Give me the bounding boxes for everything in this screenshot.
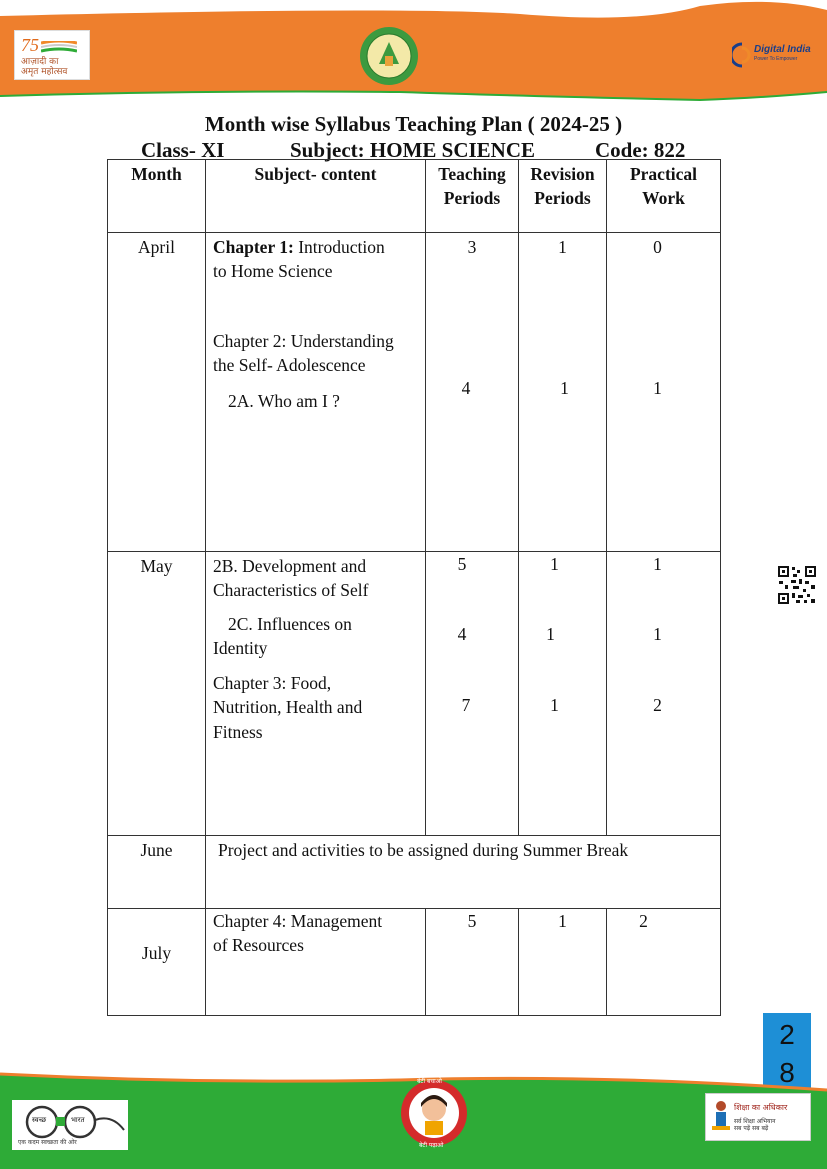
may-2c: 2C. Influences on [228,614,352,634]
april-chapter1: Chapter 1: Introduction [213,237,385,257]
april-practical-2: 1 [653,378,662,398]
april-chapter2-line2: the Self- Adolescence [213,355,366,375]
shiksha-ka-adhikar-logo [705,1093,811,1141]
may-revision-2: 1 [546,624,555,644]
logo-text: आज़ादी का अमृत महोत्सव [21,57,68,77]
may-2b-line2: Characteristics of Self [213,580,369,600]
april-teaching-2: 4 [461,378,471,398]
table-row [108,909,721,1016]
april-revision-1: 1 [558,237,567,257]
july-chapter4: Chapter 4: Management [213,911,383,931]
may-chapter3-line3: Fitness [213,722,263,742]
may-2c-line2: Identity [213,638,268,658]
logo-number: 75 [21,35,39,55]
month-july: July [141,943,172,963]
july-chapter4-line2: of Resources [213,935,304,955]
swachh-word-2: भारत [71,1116,85,1124]
header-teaching: Teaching Periods [426,160,519,233]
swachh-tagline: एक कदम स्वच्छता की ओर [18,1139,77,1146]
may-practical-2: 1 [653,624,662,644]
april-teaching-1: 3 [467,237,477,257]
syllabus-table [107,159,721,1016]
header-revision: Revision Periods [519,160,607,233]
may-chapter3-line2: Nutrition, Health and [213,697,363,717]
may-revision-3: 1 [550,695,559,715]
shiksha-title: शिक्षा का अधिकार [734,1103,788,1112]
table-header-row [108,160,721,233]
beti-bachao-logo [399,1073,469,1153]
beti-bottom-text: बेटी पढ़ाओ [419,1142,444,1149]
april-revision-2: 1 [560,378,569,398]
pencil-child-icon [710,1100,732,1136]
beti-top-text: बेटी बचाओ [417,1078,442,1085]
shiksha-subtitle: सर्व शिक्षा अभियान सब पढ़ें सब बढ़ें [734,1118,776,1132]
table-row [108,552,721,836]
digital-india-title: Digital India [754,44,811,55]
page-title: Month wise Syllabus Teaching Plan ( 2024-25 ) [204,112,623,136]
month-may: May [140,556,173,576]
june-content: Project and activities to be assigned during Summer Break [218,840,629,860]
april-practical-1: 0 [653,237,662,257]
april-chapter1-line2: to Home Science [213,261,333,281]
qr-code-icon [777,565,817,605]
spectacles-icon [12,1100,128,1140]
may-revision-1: 1 [550,554,559,574]
july-practical: 2 [639,911,648,931]
digital-india-logo [732,42,812,70]
july-teaching: 5 [467,911,477,931]
may-practical-3: 2 [653,695,662,715]
april-sub-2a: 2A. Who am I ? [228,391,340,411]
swachh-bharat-logo [12,1100,128,1150]
page-number-digit-1: 2 [779,1019,795,1050]
code-label: Code: 822 [595,138,686,162]
table-row [108,836,721,909]
azadi-ka-amrit-mahotsav-logo [14,30,90,80]
class-label: Class- XI [141,138,225,162]
may-2b: 2B. Development and [213,556,367,576]
swachh-word-1: स्वच्छ [32,1116,47,1124]
may-practical-1: 1 [653,554,662,574]
subject-label: Subject: HOME SCIENCE [290,138,536,162]
may-chapter3: Chapter 3: Food, [213,673,332,693]
header-month: Month [108,160,206,233]
page-number-digit-2: 8 [779,1057,795,1088]
may-teaching-2: 4 [457,624,467,644]
may-teaching-3: 7 [461,695,471,715]
may-teaching-1: 5 [457,554,467,574]
kvs-emblem-icon [359,26,419,86]
flag-icon [41,41,77,53]
april-chapter2: Chapter 2: Understanding [213,331,394,351]
digital-india-icon [732,42,752,68]
july-revision: 1 [558,911,567,931]
table-row [108,233,721,552]
header-practical: Practical Work [607,160,721,233]
month-april: April [138,237,175,257]
month-june: June [140,840,173,860]
digital-india-tagline: Power To Empower [754,56,798,62]
header-content: Subject- content [206,160,426,233]
